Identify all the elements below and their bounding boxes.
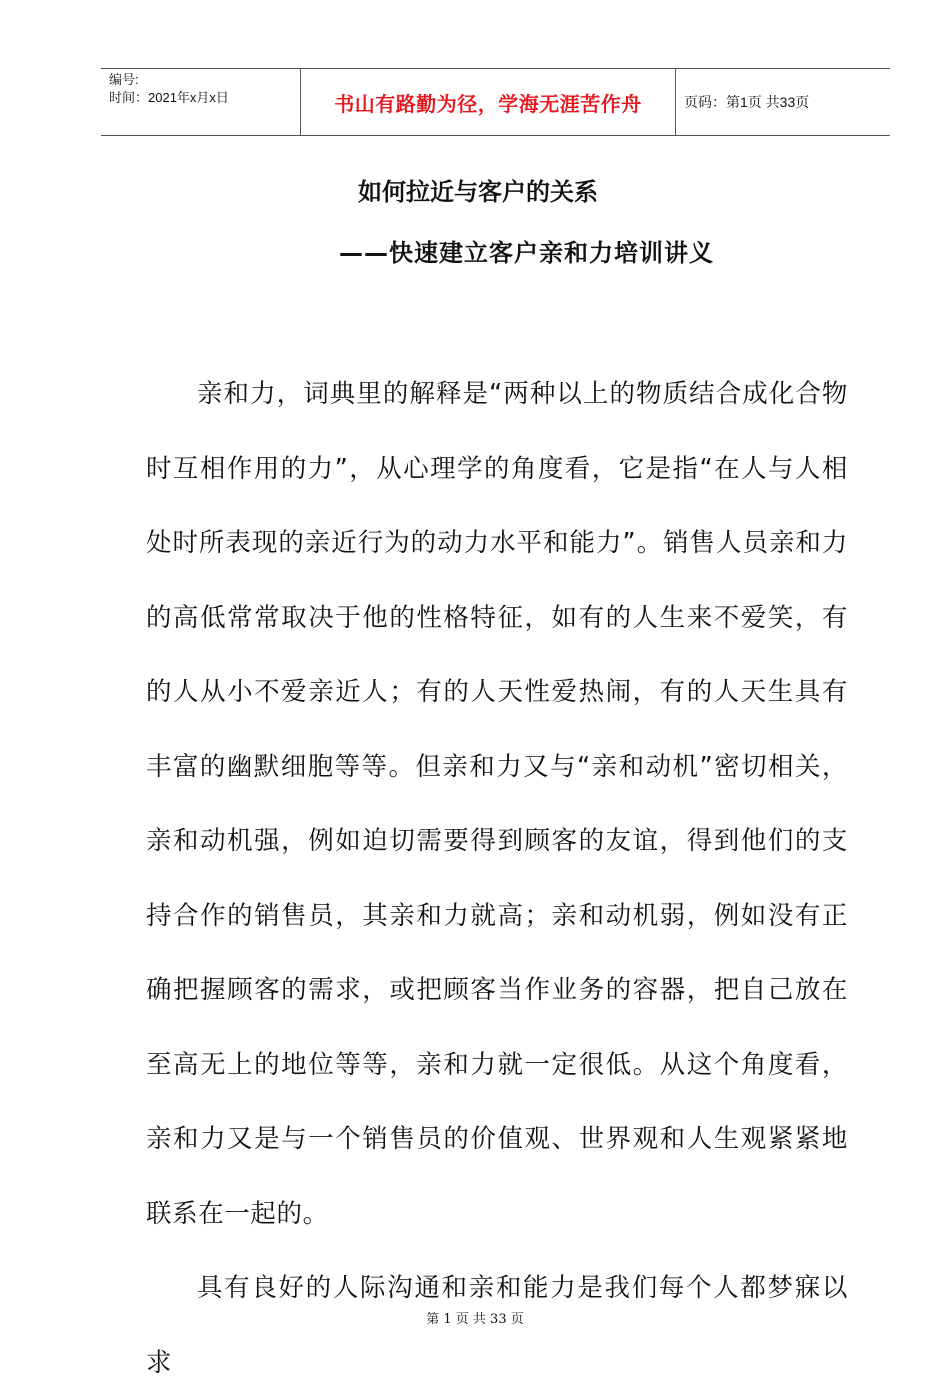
time-label: 时间：2021年x月x日 [109, 90, 229, 105]
document-title: 如何拉近与客户的关系 [358, 178, 598, 206]
number-label: 编号: [109, 72, 139, 87]
header-page-info: 页码：第1页 共33页 [684, 94, 810, 110]
page-footer: 第 1 页 共 33 页 [426, 1312, 524, 1327]
header-meta [101, 69, 301, 135]
header-motto: 书山有路勤为径，学海无涯苦作舟 [301, 69, 676, 135]
paragraph: 亲和力，词典里的解释是“两种以上的物质结合成化合物时互相作用的力”，从心理学的角度看，它是指“在人与人相处时所表现的亲近行为的动力水平和能力”。销售人员亲和力的高低常常取决于他的性格特征，如有的人生来不爱笑，有的人从小不爱亲近人；有的人天性爱热闹，有的人天生具有丰富的幽默细胞等等。但亲和力又与“亲和动机”密切相关，亲和动机强，例如迫切需要得到顾客的友谊，得到他们的支持合作的销售员，其亲和力就高；亲和动机弱，例如没有正确把握顾客的需求，或把顾客当作业务的容器，把自己放在至高无上的地位等等，亲和力就一定很低。从这个角度看，亲和力又是与一个销售员的价值观、世界观和人生观紧紧地联系在一起的。 [146, 379, 848, 1229]
document-body [146, 357, 848, 1400]
paragraph: 具有良好的人际沟通和亲和能力是我们每个人都梦寐以求 [146, 1273, 848, 1378]
document-subtitle: ——快速建立客户亲和力培训讲义 [339, 239, 714, 267]
page-header [101, 68, 890, 136]
